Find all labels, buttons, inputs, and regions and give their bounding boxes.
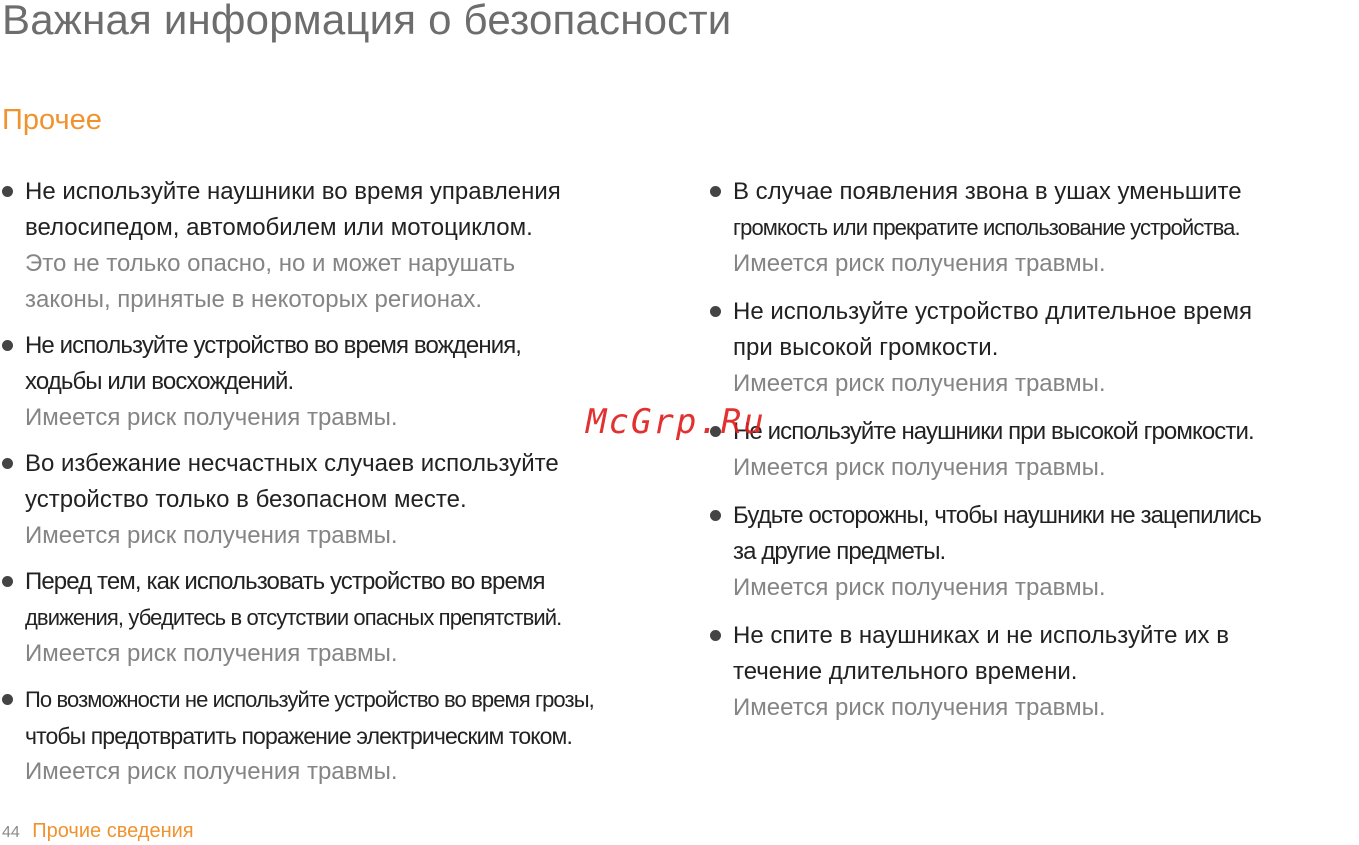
footer-section-title: Прочие сведения xyxy=(32,820,194,842)
item-note: Имеется риск получения травмы. xyxy=(25,522,398,549)
item-text: громкость или прекратите использование устройства. xyxy=(733,215,1240,240)
item-text: при высокой громкости. xyxy=(733,334,999,361)
item-note: Имеется риск получения травмы. xyxy=(733,454,1106,481)
item-text: Не используйте устройство длительное время xyxy=(733,298,1253,325)
item-text: По возможности не используйте устройство во время грозы, xyxy=(25,687,594,712)
bullet-icon xyxy=(2,340,13,351)
list-item xyxy=(708,414,1359,486)
item-text: устройство только в безопасном месте. xyxy=(25,486,467,513)
bullet-icon xyxy=(710,630,721,641)
item-note: Имеется риск получения травмы. xyxy=(733,574,1106,601)
item-note: Имеется риск получения травмы. xyxy=(733,370,1106,397)
watermark: McGrp.Ru xyxy=(586,402,766,442)
bullet-icon xyxy=(2,458,13,469)
item-note: Имеется риск получения травмы. xyxy=(25,758,398,785)
item-note: Это не только опасно, но и может нарушать xyxy=(25,250,516,277)
list-item xyxy=(708,618,1359,726)
bullet-icon xyxy=(710,186,721,197)
bullet-icon xyxy=(2,186,13,197)
item-text: течение длительного времени. xyxy=(733,658,1078,685)
list-item xyxy=(0,564,668,672)
item-text: Перед тем, как использовать устройство во время xyxy=(25,568,545,595)
item-text: Не используйте устройство во время вождения, xyxy=(25,332,522,359)
item-text: велосипедом, автомобилем или мотоциклом. xyxy=(25,214,533,241)
list-item xyxy=(708,498,1359,606)
bullet-icon xyxy=(2,694,13,705)
item-text: Не используйте наушники при высокой громкости. xyxy=(733,418,1254,445)
list-item xyxy=(708,174,1359,282)
right-column xyxy=(708,174,1359,736)
item-text: Во избежание несчастных случаев используйте xyxy=(25,450,559,477)
item-text: чтобы предотвратить поражение электрическим током. xyxy=(25,723,572,749)
bullet-icon xyxy=(710,510,721,521)
item-text: движения, убедитесь в отсутствии опасных препятствий. xyxy=(25,605,562,630)
item-text: Будьте осторожны, чтобы наушники не зацепились xyxy=(733,502,1261,529)
section-heading: Прочее xyxy=(2,104,102,136)
left-column xyxy=(0,174,668,800)
list-item xyxy=(0,174,668,318)
list-item xyxy=(0,446,668,554)
item-text: Не спите в наушниках и не используйте их в xyxy=(733,622,1229,649)
page-footer xyxy=(2,820,194,843)
item-note: Имеется риск получения травмы. xyxy=(25,640,398,667)
bullet-icon xyxy=(2,576,13,587)
page-number: 44 xyxy=(2,824,20,841)
item-note: Имеется риск получения травмы. xyxy=(25,404,398,431)
item-note: законы, принятые в некоторых регионах. xyxy=(25,286,482,313)
item-text: за другие предметы. xyxy=(733,538,946,565)
bullet-icon xyxy=(710,306,721,317)
list-item xyxy=(0,328,668,436)
item-text: ходьбы или восхождений. xyxy=(25,368,294,395)
item-note: Имеется риск получения травмы. xyxy=(733,250,1106,277)
item-text: В случае появления звона в ушах уменьшите xyxy=(733,178,1242,205)
item-note: Имеется риск получения травмы. xyxy=(733,694,1106,721)
list-item xyxy=(0,682,668,790)
list-item xyxy=(708,294,1359,402)
page-title: Важная информация о безопасности xyxy=(2,0,732,43)
item-text: Не используйте наушники во время управления xyxy=(25,178,561,205)
